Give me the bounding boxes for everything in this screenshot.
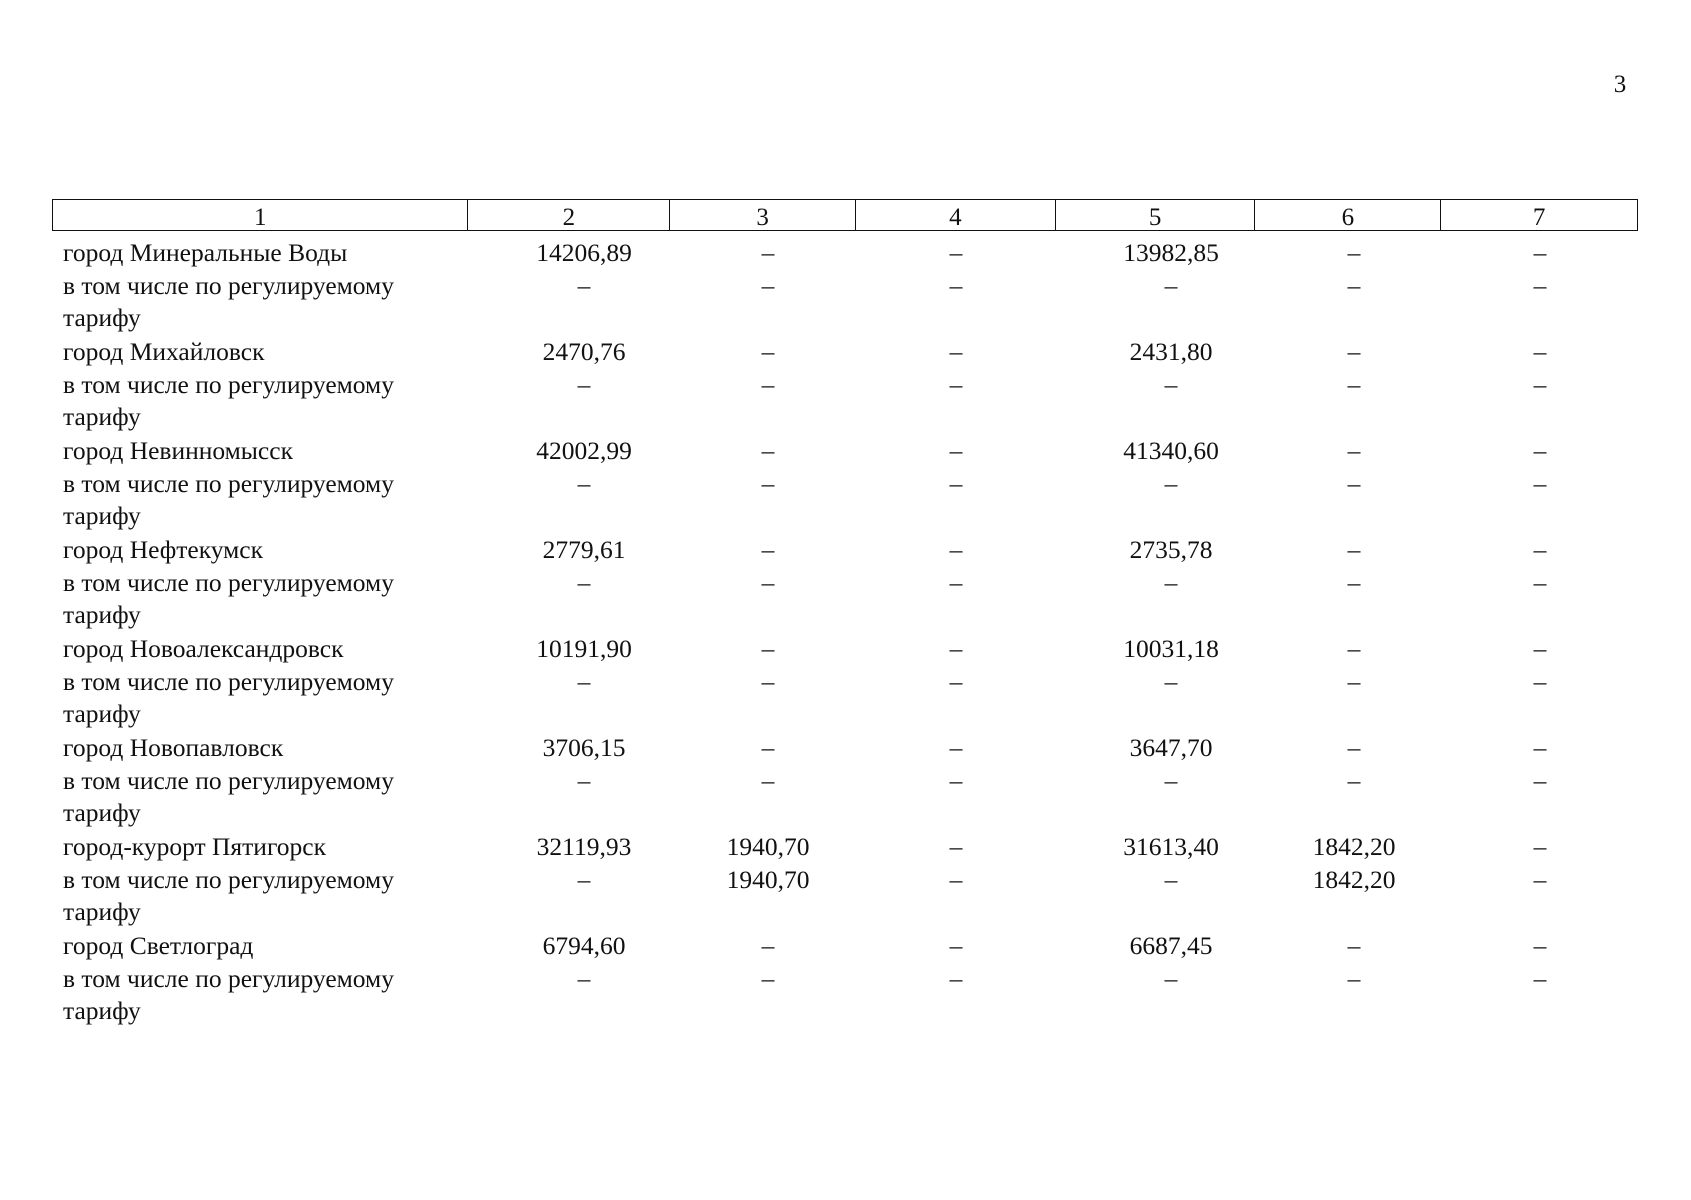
row-value-col5: 6687,45 — [1129, 931, 1213, 960]
row-value-col2: 2779,61 — [542, 535, 626, 564]
row-value-col4: – — [949, 832, 963, 861]
table-row-regulated — [52, 567, 1638, 633]
row-label: в том числе по регулируемому тарифу — [63, 469, 394, 530]
row-value-col2: – — [577, 667, 591, 696]
label-spacer — [452, 765, 468, 831]
row-value-col4: – — [949, 931, 963, 960]
row-value-col5: – — [1164, 865, 1178, 894]
row-label: город Невинномысск — [63, 436, 293, 465]
row-value-col3: – — [761, 238, 775, 267]
row-label: в том числе по регулируемому тарифу — [63, 766, 394, 827]
row-value-col2: – — [577, 964, 591, 993]
row-value-col7: – — [1533, 337, 1547, 366]
row-value-col2: – — [577, 370, 591, 399]
row-value-col7: – — [1533, 568, 1547, 597]
row-value-col4: – — [949, 271, 963, 300]
header-cell-6: 6 — [1255, 200, 1441, 230]
row-value-col4: – — [949, 238, 963, 267]
row-value-col6: – — [1347, 733, 1361, 762]
row-value-col5: – — [1164, 469, 1178, 498]
page-number: 3 — [1613, 71, 1627, 98]
row-value-col5: 2431,80 — [1129, 337, 1213, 366]
row-value-col5: – — [1164, 667, 1178, 696]
row-value-col6: – — [1347, 667, 1361, 696]
row-label: в том числе по регулируемому тарифу — [63, 568, 394, 629]
row-value-col5: – — [1164, 766, 1178, 795]
label-spacer — [452, 468, 468, 534]
row-value-col3: – — [761, 964, 775, 993]
table-row-city — [52, 633, 1638, 666]
row-value-col2: – — [577, 469, 591, 498]
row-label: город Новопавловск — [63, 733, 284, 762]
table-row-city — [52, 930, 1638, 963]
table-row-city — [52, 336, 1638, 369]
row-value-col5: 13982,85 — [1123, 238, 1219, 267]
row-label: город Нефтекумск — [63, 535, 264, 564]
row-value-col6: – — [1347, 964, 1361, 993]
row-value-col5: 31613,40 — [1123, 832, 1219, 861]
row-value-col7: – — [1533, 535, 1547, 564]
row-value-col2: 14206,89 — [536, 238, 632, 267]
row-value-col7: – — [1533, 634, 1547, 663]
row-value-col2: – — [577, 766, 591, 795]
row-value-col3: – — [761, 733, 775, 762]
row-value-col4: – — [949, 964, 963, 993]
label-spacer — [452, 666, 468, 732]
table-row-city — [52, 831, 1638, 864]
table-header — [52, 199, 1638, 231]
row-value-col7: – — [1533, 733, 1547, 762]
row-value-col4: – — [949, 568, 963, 597]
row-value-col2: 42002,99 — [536, 436, 632, 465]
row-label: в том числе по регулируемому тарифу — [63, 964, 394, 1025]
row-value-col6: – — [1347, 436, 1361, 465]
row-value-col2: 10191,90 — [536, 634, 632, 663]
row-value-col6: 1842,20 — [1312, 832, 1396, 861]
row-value-col6: – — [1347, 634, 1361, 663]
row-value-col2: 3706,15 — [542, 733, 626, 762]
header-cell-7: 7 — [1532, 204, 1546, 230]
row-value-col6: – — [1347, 931, 1361, 960]
label-spacer — [452, 567, 468, 633]
row-value-col3: – — [761, 535, 775, 564]
row-label: город Минеральные Воды — [63, 238, 348, 267]
row-value-col4: – — [949, 469, 963, 498]
row-value-col6: – — [1347, 271, 1361, 300]
row-value-col7: – — [1533, 469, 1547, 498]
row-value-col4: – — [949, 733, 963, 762]
table-row-city — [52, 732, 1638, 765]
row-value-col5: 2735,78 — [1129, 535, 1213, 564]
row-value-col6: 1842,20 — [1312, 865, 1396, 894]
row-label: город Новоалександровск — [63, 634, 344, 663]
row-value-col4: – — [949, 436, 963, 465]
row-value-col6: – — [1347, 337, 1361, 366]
row-value-col4: – — [949, 535, 963, 564]
table-row-regulated — [52, 963, 1638, 1029]
row-value-col2: 2470,76 — [542, 337, 626, 366]
row-value-col5: – — [1164, 370, 1178, 399]
table-row-city — [52, 435, 1638, 468]
row-value-col7: – — [1533, 766, 1547, 795]
table-row-regulated — [52, 765, 1638, 831]
row-value-col2: 6794,60 — [542, 931, 626, 960]
label-spacer — [452, 270, 468, 336]
row-value-col3: 1940,70 — [726, 865, 810, 894]
row-value-col3: – — [761, 370, 775, 399]
row-value-col5: – — [1164, 964, 1178, 993]
row-value-col4: – — [949, 370, 963, 399]
table-row-regulated — [52, 270, 1638, 336]
row-value-col4: – — [949, 337, 963, 366]
row-value-col3: 1940,70 — [726, 832, 810, 861]
row-value-col3: – — [761, 667, 775, 696]
header-cell-3: 3 — [670, 200, 856, 230]
row-value-col6: – — [1347, 370, 1361, 399]
row-value-col7: – — [1533, 238, 1547, 267]
table-row-city — [52, 534, 1638, 567]
row-value-col7: – — [1533, 436, 1547, 465]
row-value-col4: – — [949, 667, 963, 696]
row-label: город Светлоград — [63, 931, 254, 960]
table-row-regulated — [52, 864, 1638, 930]
row-value-col6: – — [1347, 766, 1361, 795]
header-cell-2: 2 — [468, 200, 670, 230]
row-label: в том числе по регулируемому тарифу — [63, 667, 394, 728]
table-row-city — [52, 237, 1638, 270]
table-row-regulated — [52, 468, 1638, 534]
row-value-col5: – — [1164, 271, 1178, 300]
row-value-col5: 41340,60 — [1123, 436, 1219, 465]
row-value-col5: 3647,70 — [1129, 733, 1213, 762]
row-value-col4: – — [949, 865, 963, 894]
row-value-col7: – — [1533, 964, 1547, 993]
row-value-col3: – — [761, 568, 775, 597]
label-spacer — [452, 864, 468, 930]
row-value-col7: – — [1533, 667, 1547, 696]
row-label: город Михайловск — [63, 337, 265, 366]
row-value-col7: – — [1533, 271, 1547, 300]
header-cell-5: 5 — [1056, 200, 1256, 230]
header-cell-4: 4 — [856, 200, 1056, 230]
header-cell-1: 1 — [53, 200, 468, 230]
row-value-col3: – — [761, 634, 775, 663]
row-value-col3: – — [761, 766, 775, 795]
row-value-col4: – — [949, 766, 963, 795]
row-value-col5: – — [1164, 568, 1178, 597]
table-row-regulated — [52, 666, 1638, 732]
row-label: в том числе по регулируемому тарифу — [63, 865, 394, 926]
row-value-col5: 10031,18 — [1123, 634, 1219, 663]
row-value-col3: – — [761, 436, 775, 465]
row-value-col7: – — [1533, 370, 1547, 399]
row-value-col6: – — [1347, 535, 1361, 564]
row-value-col3: – — [761, 337, 775, 366]
row-value-col3: – — [761, 931, 775, 960]
row-value-col2: – — [577, 271, 591, 300]
row-value-col6: – — [1347, 568, 1361, 597]
label-spacer — [452, 369, 468, 435]
row-value-col7: – — [1533, 865, 1547, 894]
row-value-col7: – — [1533, 832, 1547, 861]
row-value-col2: – — [577, 568, 591, 597]
table-row-regulated — [52, 369, 1638, 435]
row-value-col7: – — [1533, 931, 1547, 960]
row-label: в том числе по регулируемому тарифу — [63, 271, 394, 332]
row-label: в том числе по регулируемому тарифу — [63, 370, 394, 431]
row-label: город-курорт Пятигорск — [63, 832, 326, 861]
row-value-col2: – — [577, 865, 591, 894]
row-value-col2: 32119,93 — [536, 832, 632, 861]
row-value-col6: – — [1347, 469, 1361, 498]
label-spacer — [452, 963, 468, 1029]
row-value-col4: – — [949, 634, 963, 663]
table-body — [52, 237, 1638, 1029]
row-value-col3: – — [761, 271, 775, 300]
row-value-col6: – — [1347, 238, 1361, 267]
row-value-col3: – — [761, 469, 775, 498]
